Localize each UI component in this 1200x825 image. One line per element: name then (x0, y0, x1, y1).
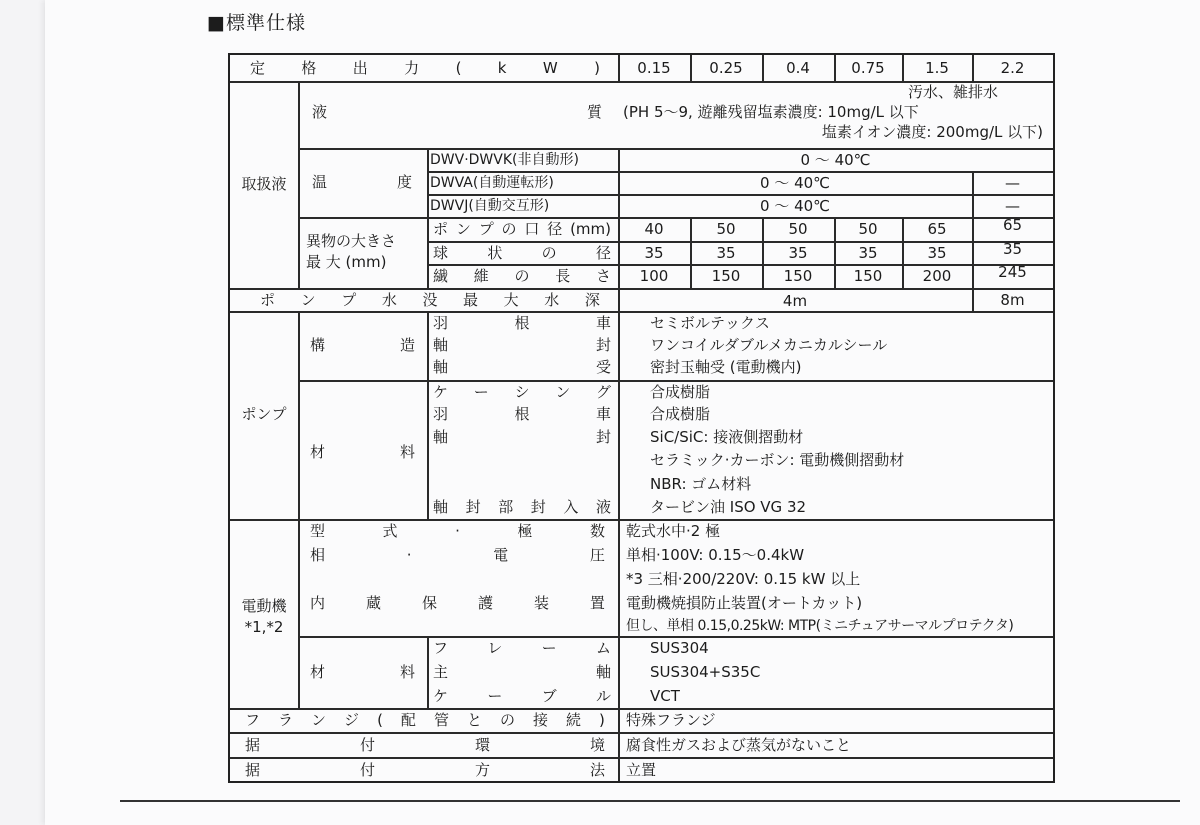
label-char: 付 (359, 736, 375, 754)
label-char: 相 (310, 546, 326, 564)
submersion-value-last: 8m (1000, 291, 1025, 309)
grid-line (427, 171, 1053, 173)
pump-structure-item-label (433, 358, 611, 376)
label-char: 格 (301, 59, 317, 77)
motor-material-item-label (433, 639, 611, 657)
label-char: 封 (595, 428, 611, 446)
label-char: の (501, 220, 517, 238)
pump-structure-item-value: 密封玉軸受 (電動機内) (650, 358, 802, 376)
label-char: 車 (595, 314, 611, 332)
label-char: フ (245, 711, 261, 729)
label-char: 構 (310, 336, 326, 354)
temperature-model: DWV·DWVK(非自動形) (430, 152, 579, 168)
label-char: 軸 (433, 336, 449, 354)
label-char: 羽 (433, 405, 449, 423)
label-char: の (514, 267, 530, 285)
label-char: 料 (399, 443, 415, 461)
motor-phase-label (310, 546, 605, 564)
label-char: k (497, 59, 507, 77)
label-char: 羽 (433, 314, 449, 332)
label-char: 接 (532, 711, 548, 729)
label-char: 式 (382, 522, 398, 540)
temperature-model: DWVA(自動運転形) (430, 175, 554, 191)
foreign-size-row-label (433, 244, 611, 262)
motor-protection-value-1: 電動機焼損防止装置(オートカット) (626, 594, 863, 612)
liquid-quality-line-2: (PH 5～9, 遊離残留塩素濃度: 10mg/L 以下 (623, 103, 919, 121)
pump-group: ポンプ (241, 405, 287, 423)
label-char: 軸 (433, 428, 449, 446)
label-char: 封 (530, 498, 546, 516)
foreign-size-value: 50 (788, 220, 808, 238)
grid-line (298, 148, 1053, 150)
temperature-value: 0 ～ 40℃ (759, 197, 830, 215)
foreign-size-value: 40 (644, 220, 664, 238)
rated-output-value: 0.4 (786, 59, 810, 77)
label-char: グ (595, 383, 611, 401)
label-char: 質 (586, 103, 602, 121)
foreign-size-value: 150 (711, 267, 741, 285)
foreign-size-row-label (433, 267, 611, 285)
temperature-value-last: — (1005, 174, 1020, 192)
foreign-size-value: 245 (998, 263, 1027, 281)
label-char: ル (595, 687, 611, 705)
motor-protection-label (310, 594, 605, 612)
label-char: 径 (547, 220, 563, 238)
liquid-quality-label (312, 103, 602, 121)
foreign-size-label-2: 最 大 (mm) (306, 253, 387, 271)
label-char: 球 (433, 244, 449, 262)
grid-line (427, 148, 429, 288)
motor-protection-value-2: 但し、単相 0.15,0.25kW: MTP(ミニチュアサーマルプロテクタ) (626, 618, 1014, 634)
label-char: 方 (474, 761, 490, 779)
label-char: ケ (433, 687, 449, 705)
label-char: 内 (310, 594, 326, 612)
label-char: 力 (404, 59, 420, 77)
label-char: 長 (555, 267, 571, 285)
grid-line (298, 636, 1053, 638)
foreign-size-value: 50 (716, 220, 736, 238)
label-char: 置 (589, 594, 605, 612)
label-char: ン (455, 220, 471, 238)
label-char: シ (514, 383, 530, 401)
flange-label (245, 711, 605, 729)
label-char: ー (487, 687, 503, 705)
pump-material-item-value: SiC/SiC: 接液側摺動材 (650, 428, 804, 446)
label-char: 型 (310, 522, 326, 540)
rated-output-value: 0.75 (851, 59, 885, 77)
foreign-size-value: 35 (927, 244, 947, 262)
label-char: さ (595, 267, 611, 285)
temperature-model: DWVJ(自動交互形) (430, 198, 550, 214)
label-char: ( (377, 711, 383, 729)
grid-line (230, 519, 1053, 521)
label-char: ン (555, 383, 571, 401)
temperature-value: 0 ～ 40℃ (800, 151, 871, 169)
grid-line (230, 732, 1053, 734)
rated-output-value: 2.2 (1000, 59, 1025, 77)
label-char: ) (599, 711, 605, 729)
label-char: ー (473, 383, 489, 401)
grid-line (298, 311, 300, 708)
motor-material-item-label (433, 663, 611, 681)
motor-group: 電動機 (241, 597, 287, 615)
label-char: 封 (465, 498, 481, 516)
foreign-size-value: 150 (853, 267, 883, 285)
label-char: 電 (493, 546, 509, 564)
label-char: の (541, 244, 557, 262)
label-char: の (499, 711, 515, 729)
label-char: 繊 (433, 267, 449, 285)
page-divider (120, 800, 1180, 802)
label-char: 保 (421, 594, 437, 612)
label-char: フ (433, 639, 449, 657)
label-char: 入 (563, 498, 579, 516)
environment-value: 腐食性ガスおよび蒸気がないこと (626, 736, 852, 754)
foreign-size-value: 35 (644, 244, 664, 262)
label-char: ポ (433, 220, 449, 238)
label-char: 軸 (433, 498, 449, 516)
grid-line (427, 241, 1053, 243)
motor-phase-value-1: 単相·100V: 0.15～0.4kW (626, 546, 805, 564)
motor-material-item-value: VCT (650, 687, 680, 705)
foreign-size-value: 35 (788, 244, 808, 262)
liquid-quality-line-1: 汚水、雑排水 (907, 83, 998, 101)
foreign-size-value: 100 (639, 267, 669, 285)
label-char: 据 (245, 761, 261, 779)
motor-material-item-value: SUS304 (650, 639, 709, 657)
label-char: ) (594, 59, 600, 77)
temperature-label (312, 173, 412, 191)
label-char: 続 (566, 711, 582, 729)
grid-line (427, 311, 429, 519)
label-char: ン (300, 291, 316, 309)
label-char: 材 (310, 663, 326, 681)
motor-material-item-value: SUS304+S35C (650, 663, 761, 681)
pump-material-item-value: 合成樹脂 (650, 383, 711, 401)
label-char: 液 (312, 103, 328, 121)
submersion-value: 4m (782, 292, 808, 310)
label-char: 軸 (433, 358, 449, 376)
foreign-size-value: 35 (858, 244, 878, 262)
label-char: 管 (433, 711, 449, 729)
liquid-quality-line-3: 塩素イオン濃度: 200mg/L 以下) (821, 123, 1043, 141)
label-char: · (406, 546, 412, 564)
motor-model-label (310, 522, 605, 540)
spec-table (228, 53, 1055, 783)
rated-output-value: 1.5 (925, 59, 949, 77)
label-char: 軸 (595, 663, 611, 681)
grid-line (298, 217, 1053, 219)
submersion-label (260, 291, 600, 309)
label-char: プ (341, 291, 357, 309)
label-char: ラ (278, 711, 294, 729)
rated-output-label (250, 59, 600, 77)
label-char: 装 (533, 594, 549, 612)
pump-structure-item-label (433, 314, 611, 332)
grid-line (618, 311, 620, 781)
label-char: 圧 (589, 546, 605, 564)
label-char: 材 (310, 443, 326, 461)
pump-material-item-label (433, 405, 611, 423)
pump-structure-item-value: セミボルテックス (650, 314, 770, 332)
section-heading: ■標準仕様 (207, 12, 306, 34)
temperature-value-last: — (1005, 197, 1020, 215)
label-char: 料 (399, 663, 415, 681)
label-char: 極 (517, 522, 533, 540)
grid-line (230, 288, 1053, 290)
foreign-size-value: 50 (858, 220, 878, 238)
foreign-size-label-1: 異物の大きさ (306, 232, 397, 250)
pump-material-item-label (433, 383, 611, 401)
label-char: 蔵 (365, 594, 381, 612)
label-char: 護 (477, 594, 493, 612)
label-char: 付 (359, 761, 375, 779)
label-char: 数 (589, 522, 605, 540)
label-char: ム (595, 639, 611, 657)
label-char: と (466, 711, 482, 729)
label-char: 部 (498, 498, 514, 516)
label-char: W (542, 59, 558, 77)
motor-material-item-label (433, 687, 611, 705)
pump-material-item-value: NBR: ゴム材料 (650, 475, 752, 493)
label-char: 水 (544, 291, 560, 309)
pump-material-item-value: セラミック·カーボン: 電動機側摺動材 (650, 451, 905, 469)
grid-line (298, 81, 300, 288)
environment-label (245, 736, 605, 754)
label-char: ー (541, 639, 557, 657)
label-char: 根 (514, 405, 530, 423)
label-char: レ (487, 639, 503, 657)
rated-output-value: 0.25 (709, 59, 743, 77)
foreign-size-value: 65 (927, 220, 947, 238)
label-char: ポ (260, 291, 276, 309)
temperature-value: 0 ～ 40℃ (759, 174, 830, 192)
pump-material-item-value: 合成樹脂 (650, 405, 711, 423)
label-char: 境 (589, 736, 605, 754)
pump-material-item-label (433, 428, 611, 446)
foreign-size-value: 65 (1002, 216, 1023, 234)
label-char: プ (478, 220, 494, 238)
foreign-size-value: 35 (716, 244, 736, 262)
pump-material-item-value: タービン油 ISO VG 32 (650, 498, 807, 516)
label-char: · (455, 522, 460, 540)
foreign-size-value: 150 (783, 267, 813, 285)
label-char: 配 (400, 711, 416, 729)
motor-model-value: 乾式水中·2 極 (626, 522, 721, 540)
label-char: 液 (595, 498, 611, 516)
label-char: ブ (541, 687, 557, 705)
label-char: 没 (422, 291, 438, 309)
label-char: 定 (250, 59, 266, 77)
grid-line (230, 708, 1053, 710)
foreign-size-value: 35 (1002, 240, 1023, 258)
label-char: 大 (503, 291, 519, 309)
label-char: 環 (474, 736, 490, 754)
handled-liquid-group: 取扱液 (241, 175, 287, 193)
grid-line (230, 311, 1053, 313)
label-char: ン (311, 711, 327, 729)
grid-line (427, 264, 1053, 266)
label-char: 据 (245, 736, 261, 754)
label-char: 径 (595, 244, 611, 262)
grid-line (427, 194, 1053, 196)
label-char: 車 (595, 405, 611, 423)
label-char: 口 (524, 220, 540, 238)
label-char: 維 (473, 267, 489, 285)
motor-phase-value-2: *3 三相·200/220V: 0.15 kW 以上 (626, 570, 861, 588)
label-char: 最 (463, 291, 479, 309)
foreign-size-row-label (433, 220, 611, 238)
label-char: (mm) (570, 220, 611, 238)
grid-line (230, 757, 1053, 759)
foreign-size-value: 200 (922, 267, 952, 285)
grid-line (298, 380, 1053, 382)
pump-material-label (310, 443, 415, 461)
label-char: ( (455, 59, 462, 77)
pump-structure-item-label (433, 336, 611, 354)
label-char: 度 (396, 173, 412, 191)
label-char: 法 (589, 761, 605, 779)
label-char: ジ (344, 711, 360, 729)
pump-material-item-label (433, 498, 611, 516)
pump-structure-item-value: ワンコイルダブルメカニカルシール (650, 336, 888, 354)
motor-material-label (310, 663, 415, 681)
label-char: 水 (381, 291, 397, 309)
label-char: 造 (399, 336, 415, 354)
motor-group-note: *1,*2 (244, 618, 284, 636)
flange-value: 特殊フランジ (626, 711, 716, 729)
label-char: 出 (352, 59, 368, 77)
label-char: ケ (433, 383, 449, 401)
label-char: 封 (595, 336, 611, 354)
label-char: 受 (595, 358, 611, 376)
method-value: 立置 (626, 761, 657, 779)
label-char: 温 (312, 173, 328, 191)
rated-output-value: 0.15 (637, 59, 671, 77)
label-char: 主 (433, 663, 449, 681)
label-char: 深 (584, 291, 600, 309)
grid-line (427, 636, 429, 708)
pump-structure-label (310, 336, 415, 354)
label-char: 根 (514, 314, 530, 332)
method-label (245, 761, 605, 779)
label-char: 状 (487, 244, 503, 262)
